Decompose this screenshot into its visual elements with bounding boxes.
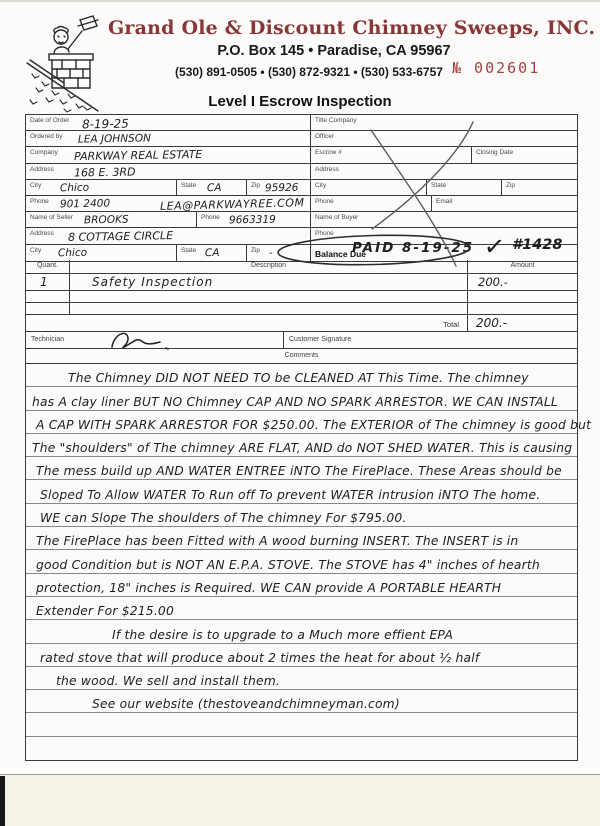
field-value: 901 2400 [59, 197, 111, 211]
field-label: Address [30, 165, 54, 173]
field-label: State [431, 181, 447, 189]
comment-line: has A clay liner BUT NO Chimney CAP AND NO SPARK ARRESTOR. WE CAN INSTALL [26, 387, 577, 410]
item-row [26, 274, 577, 291]
field-label: Date of Order [30, 117, 70, 124]
comment-line: Extender For $215.00 [26, 597, 577, 620]
field-value: 9663319 [228, 213, 276, 227]
field-label: Phone [30, 197, 49, 205]
field-label: Zip [251, 246, 261, 254]
field-value: 168 E. 3RD [73, 165, 136, 180]
field-label: Zip [251, 181, 261, 189]
comment-line: The mess build up AND WATER ENTREE iNTO The FirePlace. These Areas should be [26, 457, 577, 480]
field-value: 95926 [264, 181, 299, 195]
comment-line: protection, 18" inches is Required. WE CAN provide A PORTABLE HEARTH [26, 574, 577, 597]
paid-stamp-text: PAID 8-19-25 [352, 240, 475, 256]
field-label: Address [30, 230, 54, 238]
comment-line: The Chimney DID NOT NEED TO be CLEANED AT This Time. The chimney [26, 364, 577, 387]
row-ordered-by [26, 131, 310, 147]
field-label: Phone [315, 230, 334, 238]
signature-row [26, 332, 577, 349]
total-label: Total [443, 320, 459, 329]
comment-line: If the desire is to upgrade to a Much more effient EPA [26, 620, 577, 643]
company-address: P.O. Box 145 • Paradise, CA 95967 [217, 43, 451, 59]
field-label: State [181, 181, 197, 189]
field-value: BROOKS [83, 213, 129, 227]
comment-line: good Condition but is NOT AN E.P.A. STOVE. The STOVE has 4" inches of hearth [26, 550, 577, 573]
company-name: Grand Ole & Discount Chimney Sweeps, INC. [108, 17, 596, 39]
row-name-of-buyer [311, 212, 577, 228]
check-number: #1428 [512, 237, 563, 253]
comment-line: WE can Slope The shoulders of The chimney For $795.00. [26, 504, 577, 527]
field-label: City [315, 181, 327, 189]
row-seller-city-state-zip [26, 245, 310, 261]
row-title-company [311, 115, 577, 131]
row-officer [311, 131, 577, 147]
handwritten-email: LEA@PARKWAYREE.COM [159, 196, 305, 213]
item-qty: 1 [40, 275, 48, 289]
field-label: Zip [506, 181, 516, 189]
customer-signature-label: Customer Signature [289, 336, 352, 343]
field-label: Phone [201, 214, 220, 222]
field-value: CA [206, 181, 222, 194]
qty-header: Quant. [36, 262, 58, 269]
field-label: Escrow # [315, 149, 342, 157]
field-value: CA [204, 246, 220, 259]
comment-line-empty [26, 713, 577, 736]
comment-line: The FirePlace has been Fitted with A wood burning INSERT. The INSERT is in [26, 527, 577, 550]
field-label: State [181, 246, 197, 254]
field-value: Chico [59, 181, 90, 195]
amount-header: Amount [510, 262, 535, 269]
comment-line: the wood. We sell and install them. [26, 667, 577, 690]
comment-line: See our website (thestoveandchimneyman.com) [26, 690, 577, 713]
field-label: City [30, 246, 42, 254]
field-label: Officer [315, 133, 335, 141]
row-buyer-address [311, 164, 577, 180]
balance-due-label: Balance Due [315, 248, 367, 259]
row-seller-address [26, 228, 310, 244]
comment-line: The "shoulders" of The chimney ARE FLAT, AND do NOT SHED WATER. This is causing [26, 434, 577, 457]
row-buyer-phone-email [311, 196, 577, 212]
comments-label: Comments [284, 352, 319, 359]
checkmark: ✓ [482, 230, 507, 263]
field-label: City [30, 181, 42, 189]
row-company [26, 147, 310, 163]
total-amount: 200.- [476, 316, 508, 330]
field-label: Closing Date [476, 149, 514, 157]
field-label: Address [315, 165, 339, 173]
field-label: Name of Seller [30, 214, 73, 222]
field-value: PARKWAY REAL ESTATE [73, 148, 203, 164]
technician-label: Technician [31, 336, 65, 343]
field-label: Phone [315, 197, 334, 205]
item-amount: 200.- [478, 275, 508, 289]
comment-line: A CAP WITH SPARK ARRESTOR FOR $250.00. The EXTERIOR of The chimney is good but [26, 411, 577, 434]
items-header-row [26, 260, 577, 274]
scan-bottom-margin [0, 774, 600, 826]
item-description: Safety Inspection [92, 275, 214, 289]
total-row [26, 315, 577, 332]
field-value: - [268, 246, 273, 259]
company-phones: (530) 891-0505 • (530) 872-9321 • (530) 533-6757 [175, 65, 443, 79]
comments-header-row [26, 349, 577, 364]
order-info-left-column [26, 115, 311, 261]
row-date-of-order [26, 115, 310, 131]
field-label: Name of Buyer [315, 214, 359, 222]
row-city-state-zip [26, 180, 310, 196]
field-label: Company [30, 149, 58, 157]
comment-line: Sloped To Allow WATER To Run off To prevent WATER intrusion iNTO The home. [26, 480, 577, 503]
form-title: Level I Escrow Inspection [208, 93, 392, 110]
row-name-of-seller [26, 212, 310, 228]
description-header: Description [250, 262, 286, 269]
field-value: 8 COTTAGE CIRCLE [67, 229, 174, 245]
field-value: LEA JOHNSON [77, 132, 152, 146]
item-row-empty [26, 291, 577, 303]
field-value: 8-19-25 [81, 116, 129, 132]
field-value: Chico [57, 246, 88, 259]
invoice-table [25, 260, 592, 761]
row-address [26, 164, 310, 180]
comment-line: rated stove that will produce about 2 times the heat for about ½ half [26, 644, 577, 667]
row-buyer-city-state-zip [311, 180, 577, 196]
form-number-stamp: № 002601 [452, 59, 541, 77]
comment-line-empty [26, 737, 577, 760]
item-row-empty [26, 303, 577, 315]
field-label: Title Company [315, 117, 357, 124]
field-label: Ordered by [30, 133, 63, 141]
scan-edge-artifact [0, 776, 5, 826]
comments-area [26, 364, 592, 760]
field-label: Email [436, 197, 453, 205]
row-escrow-closing [311, 147, 577, 163]
